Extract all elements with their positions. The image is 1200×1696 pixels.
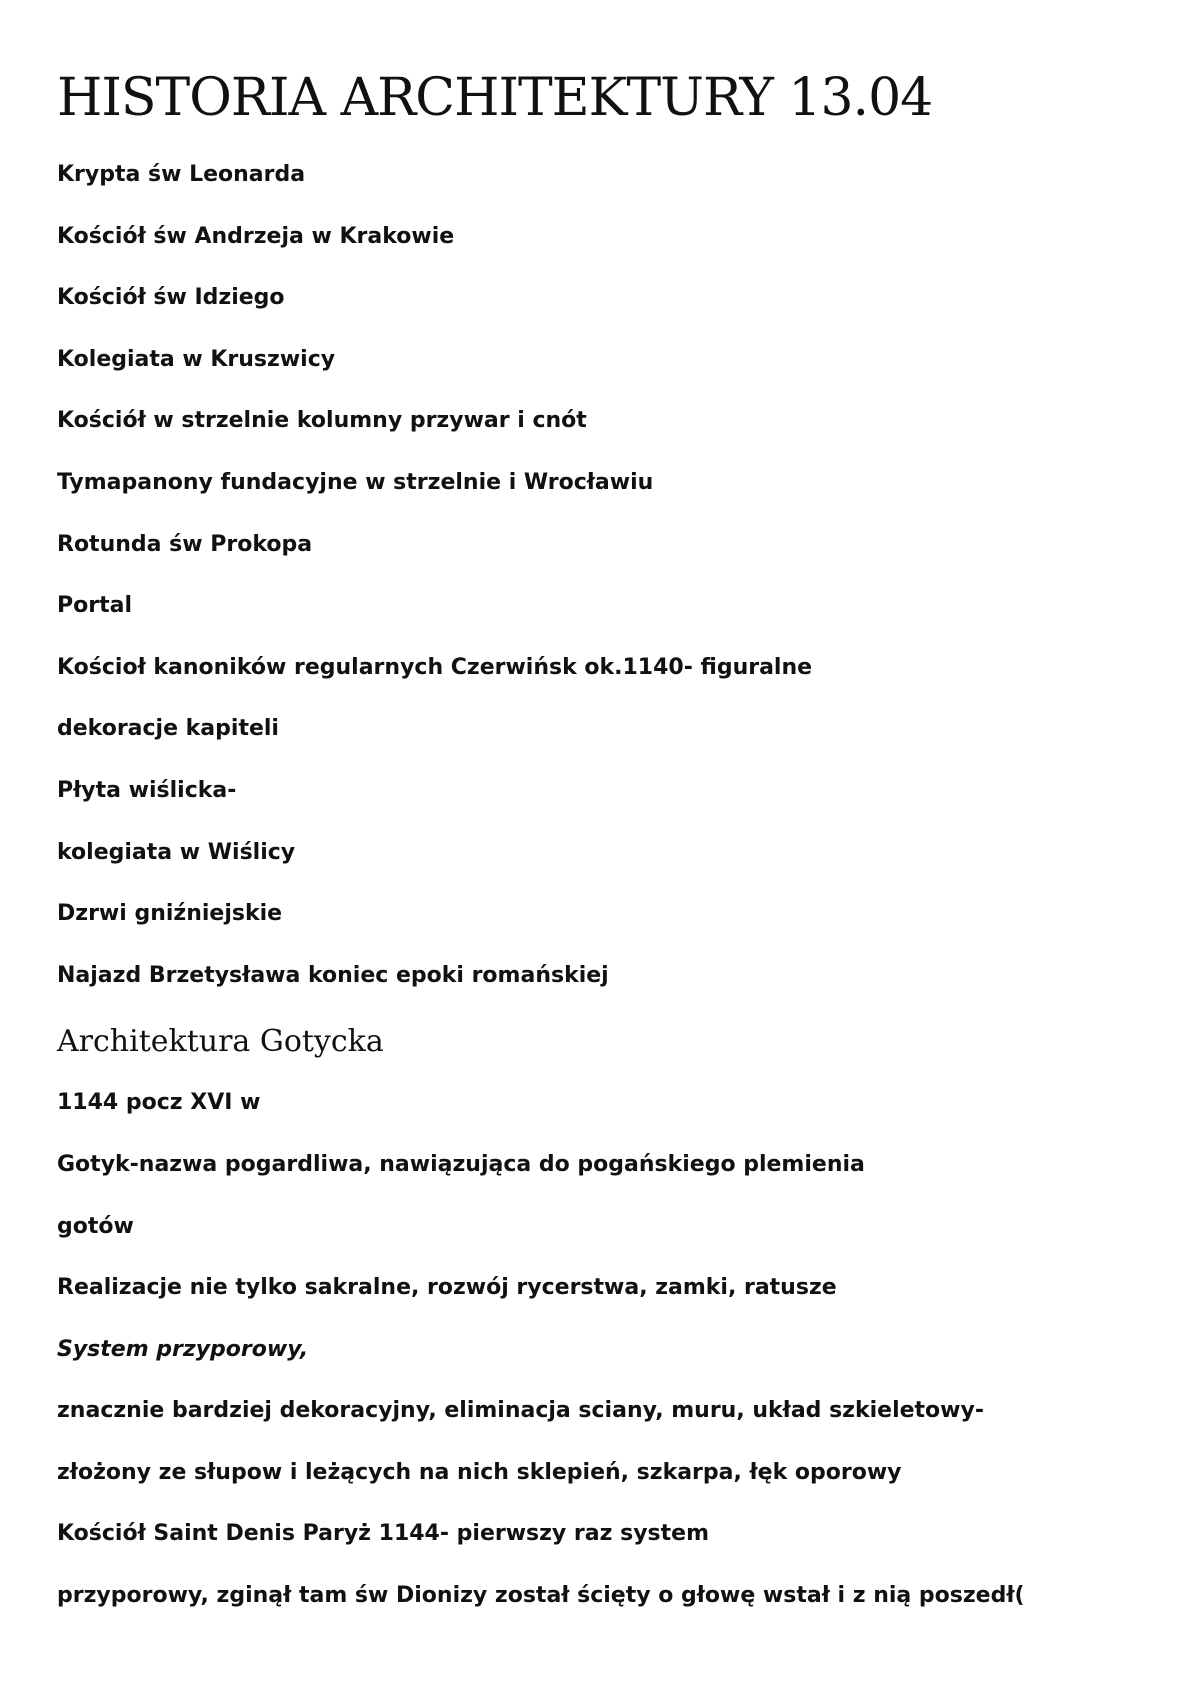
text-line: kolegiata w Wiślicy	[57, 839, 296, 865]
text-line: Najazd Brzetysława koniec epoki romańskiej	[57, 962, 609, 988]
text-line: Dzrwi gniźniejskie	[57, 901, 283, 927]
text-line: Portal	[57, 593, 132, 619]
text-line: Kolegiata w Kruszwicy	[57, 346, 336, 372]
text-line: dekoracje kapiteli	[57, 716, 279, 742]
section-romanesque	[57, 160, 1157, 991]
text-line: 1144 pocz XVI w	[57, 1090, 261, 1116]
text-line: znacznie bardziej dekoracyjny, eliminacja sciany, muru, układ szkieletowy-	[57, 1398, 984, 1424]
text-line: Płyta wiślicka-	[57, 777, 237, 803]
document-title: HISTORIA ARCHITEKTURY 13.04	[57, 68, 933, 128]
section-gothic	[57, 1088, 1157, 1611]
text-line: System przyporowy,	[57, 1336, 309, 1362]
text-line: Kościoł kanoników regularnych Czerwińsk ok.1140- figuralne	[57, 654, 813, 680]
document-page	[57, 62, 1157, 1643]
text-line: Kościół św Idziego	[57, 285, 285, 311]
text-line: Kościół Saint Denis Paryż 1144- pierwszy raz system	[57, 1521, 709, 1547]
text-line: Rotunda św Prokopa	[57, 531, 313, 557]
text-line: przyporowy, zginął tam św Dionizy został ścięty o głowę wstał i z nią poszedł(	[57, 1583, 1025, 1609]
text-line: Kościół w strzelnie kolumny przywar i cnót	[57, 408, 587, 434]
text-line: gotów	[57, 1213, 134, 1239]
section-heading: Architektura Gotycka	[57, 1024, 384, 1060]
text-line: Gotyk-nazwa pogardliwa, nawiązująca do pogańskiego plemienia	[57, 1151, 865, 1177]
text-line: Realizacje nie tylko sakralne, rozwój rycerstwa, zamki, ratusze	[57, 1275, 837, 1301]
text-line: Tymapanony fundacyjne w strzelnie i Wrocławiu	[57, 469, 654, 495]
text-line: Kościół św Andrzeja w Krakowie	[57, 223, 455, 249]
text-line: złożony ze słupow i leżących na nich sklepień, szkarpa, łęk oporowy	[57, 1459, 902, 1485]
text-line: Krypta św Leonarda	[57, 162, 306, 187]
